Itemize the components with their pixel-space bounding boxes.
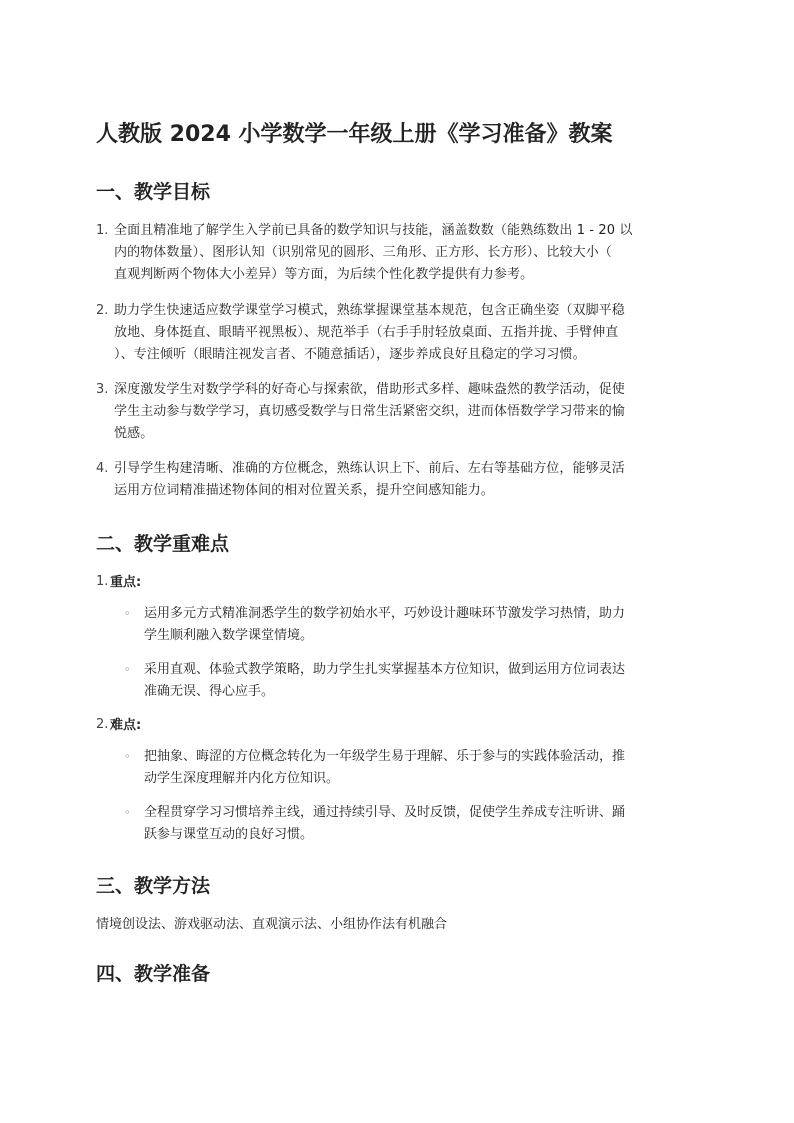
section-heading-preparation: 四、教学准备 xyxy=(96,963,211,985)
list-number: 1. xyxy=(96,574,109,589)
list-number: 4. xyxy=(96,461,109,476)
key-point-group xyxy=(96,714,696,737)
text-line: 动学生深度理解并内化方位知识。 xyxy=(144,771,340,786)
text-line: 把抽象、晦涩的方位概念转化为一年级学生易于理解、乐于参与的实践体验活动，推 xyxy=(144,749,626,764)
bullet-item xyxy=(120,659,700,703)
text-line: ）、专注倾听（眼睛注视发言者、不随意插话），逐步养成良好且稳定的学习习惯。 xyxy=(114,347,586,362)
objective-item xyxy=(96,220,696,286)
section-heading-methods: 三、教学方法 xyxy=(96,875,211,897)
text-line: 悦感。 xyxy=(114,426,154,441)
group-label: 重点: xyxy=(110,575,142,590)
text-line: 运用方位词精准描述物体间的相对位置关系，提升空间感知能力。 xyxy=(114,483,494,498)
bullet-icon: ◦ xyxy=(124,663,131,676)
text-line: 全面且精准地了解学生入学前已具备的数学知识与技能，涵盖数数（能熟练数出 1 - 20 以 xyxy=(114,223,633,238)
bullet-item xyxy=(120,603,700,647)
objective-item xyxy=(96,379,696,445)
text-line: 采用直观、体验式教学策略，助力学生扎实掌握基本方位知识，做到运用方位词表达 xyxy=(144,662,626,677)
document-title: 人教版 2024 小学数学一年级上册《学习准备》教案 xyxy=(96,122,613,147)
methods-text: 情境创设法、游戏驱动法、直观演示法、小组协作法有机融合 xyxy=(96,917,448,932)
text-line: 全程贯穿学习习惯培养主线，通过持续引导、及时反馈，促使学生养成专注听讲、踊 xyxy=(144,805,626,820)
bullet-item xyxy=(120,746,700,790)
text-line: 学生顺利融入数学课堂情境。 xyxy=(144,628,314,643)
list-number: 3. xyxy=(96,382,109,397)
section-heading-objectives: 一、教学目标 xyxy=(96,181,211,203)
bullet-item xyxy=(120,802,700,846)
section-heading-key-points: 二、教学重难点 xyxy=(96,533,230,555)
group-label: 难点: xyxy=(110,718,142,733)
list-number: 1. xyxy=(96,223,109,238)
objective-item xyxy=(96,458,696,502)
key-point-group xyxy=(96,571,696,594)
bullet-icon: ◦ xyxy=(124,607,131,620)
text-line: 学生主动参与数学学习，真切感受数学与日常生活紧密交织，进而体悟数学学习带来的愉 xyxy=(114,404,625,419)
text-line: 运用多元方式精准洞悉学生的数学初始水平，巧妙设计趣味环节激发学习热情，助力 xyxy=(144,606,626,621)
text-line: 深度激发学生对数学学科的好奇心与探索欲，借助形式多样、趣味盎然的教学活动，促使 xyxy=(114,382,625,397)
text-line: 放地、身体挺直、眼睛平视黑板）、规范举手（右手手肘轻放桌面、五指并拢、手臂伸直 xyxy=(114,325,619,340)
text-line: 内的物体数量）、图形认知（识别常见的圆形、三角形、正方形、长方形）、比较大小（ xyxy=(114,245,612,260)
list-number: 2. xyxy=(96,717,109,732)
text-line: 直观判断两个物体大小差异）等方面，为后续个性化教学提供有力参考。 xyxy=(114,267,534,282)
bullet-icon: ◦ xyxy=(124,750,131,763)
text-line: 跃参与课堂互动的良好习惯。 xyxy=(144,827,314,842)
list-number: 2. xyxy=(96,303,109,318)
text-line: 引导学生构建清晰、准确的方位概念，熟练认识上下、前后、左右等基础方位，能够灵活 xyxy=(114,461,625,476)
objective-item xyxy=(96,300,696,366)
text-line: 准确无误、得心应手。 xyxy=(144,684,275,699)
text-line: 助力学生快速适应数学课堂学习模式，熟练掌握课堂基本规范，包含正确坐姿（双脚平稳 xyxy=(114,303,625,318)
bullet-icon: ◦ xyxy=(124,806,131,819)
